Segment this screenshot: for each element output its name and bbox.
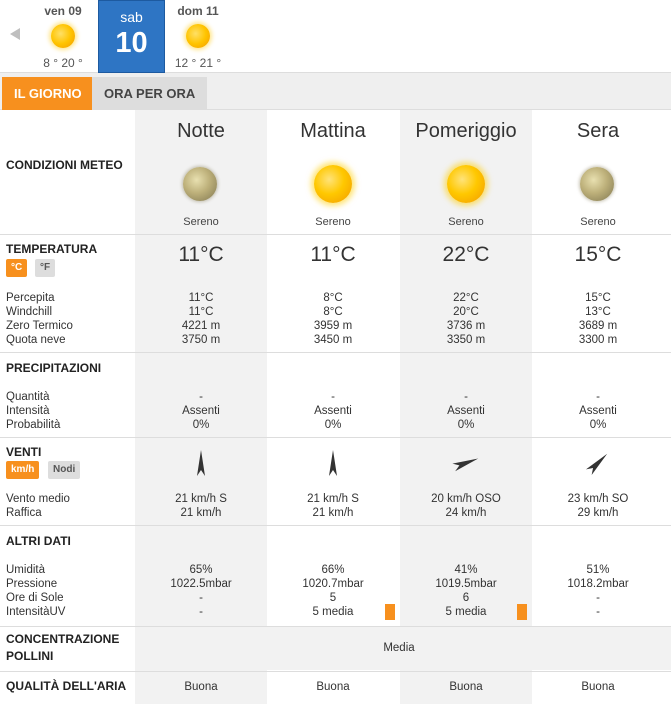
sun-icon — [51, 24, 75, 48]
section-label-pollen: CONCENTRAZIONE POLLINI — [6, 632, 120, 663]
view-tabs — [0, 73, 671, 110]
cell: 20 km/h OSO — [431, 493, 501, 505]
cell: 21 km/h — [180, 507, 222, 519]
cell: 65% — [189, 564, 213, 576]
section-label-air-quality: QUALITÀ DELL'ARIA — [6, 679, 127, 693]
cell: 3736 m — [446, 320, 486, 332]
cell: 24 km/h — [445, 507, 487, 519]
cell: 0% — [589, 419, 607, 431]
cell: Buona — [184, 681, 218, 693]
cell: 1020.7mbar — [302, 578, 364, 590]
cell: 8°C — [323, 292, 343, 304]
cell: 3959 m — [313, 320, 353, 332]
cell: 3450 m — [313, 334, 353, 346]
cell: Assenti — [182, 405, 220, 417]
day-selector — [0, 0, 671, 73]
cell: 13°C — [585, 306, 611, 318]
cell: 5 media — [312, 606, 354, 618]
divider — [0, 671, 671, 672]
cell: 51% — [586, 564, 610, 576]
cell: - — [596, 592, 600, 604]
cell: - — [464, 391, 468, 403]
day-temps: 8 ° 20 ° — [43, 56, 83, 70]
uv-level-bar — [517, 604, 527, 620]
unit-kmh-button[interactable]: km/h — [6, 461, 39, 479]
cell: 0% — [324, 419, 342, 431]
day-item[interactable] — [165, 0, 231, 73]
day-temps: 12 ° 21 ° — [174, 56, 222, 70]
cell: 66% — [321, 564, 345, 576]
wind-arrow-icon — [583, 448, 613, 478]
cell: 20°C — [453, 306, 479, 318]
cell: 29 km/h — [577, 507, 619, 519]
section-label-conditions: CONDIZIONI METEO — [6, 158, 123, 172]
cell: 21 km/h S — [175, 493, 227, 505]
moon-icon — [183, 167, 217, 201]
wind-arrow-icon — [451, 448, 481, 478]
condition-text: Sereno — [580, 216, 616, 228]
section-label-temperature: TEMPERATURA — [6, 242, 98, 256]
row-label: Quantità — [6, 391, 50, 403]
cell: 8°C — [323, 306, 343, 318]
period-header: Mattina — [300, 120, 366, 142]
cell: 3300 m — [578, 334, 618, 346]
cell: 1022.5mbar — [170, 578, 232, 590]
cell: - — [596, 391, 600, 403]
section-label-precipitation: PRECIPITAZIONI — [6, 361, 102, 375]
divider — [0, 437, 671, 438]
period-header: Sera — [576, 120, 620, 142]
condition-text: Sereno — [183, 216, 219, 228]
cell: Assenti — [579, 405, 617, 417]
row-label: Zero Termico — [6, 320, 73, 332]
row-label: Quota neve — [6, 334, 66, 346]
row-label: Ore di Sole — [6, 592, 64, 604]
moon-icon — [580, 167, 614, 201]
temperature-value: 22°C — [442, 243, 490, 266]
sun-icon — [186, 24, 210, 48]
cell: 3689 m — [578, 320, 618, 332]
cell: 3750 m — [181, 334, 221, 346]
row-label: Umidità — [6, 564, 45, 576]
condition-text: Sereno — [448, 216, 484, 228]
wind-arrow-icon — [318, 448, 348, 478]
tab-ora-per-ora[interactable]: ORA PER ORA — [92, 77, 207, 110]
section-label-other: ALTRI DATI — [6, 534, 71, 548]
cell: 21 km/h S — [307, 493, 359, 505]
cell: Buona — [581, 681, 615, 693]
cell: 5 media — [445, 606, 487, 618]
row-label: Probabilità — [6, 419, 61, 431]
unit-fahrenheit-button[interactable]: °F — [35, 259, 55, 277]
cell: Assenti — [447, 405, 485, 417]
day-name: sab — [120, 9, 143, 25]
period-header: Pomeriggio — [415, 120, 517, 142]
cell: 21 km/h — [312, 507, 354, 519]
period-header: Notte — [177, 120, 225, 142]
uv-level-bar — [385, 604, 395, 620]
cell: 23 km/h SO — [567, 493, 629, 505]
unit-celsius-button[interactable]: °C — [6, 259, 27, 277]
row-label: Percepita — [6, 292, 55, 304]
wind-arrow-icon — [186, 448, 216, 478]
temperature-value: 15°C — [574, 243, 622, 266]
cell: Buona — [316, 681, 350, 693]
row-label: Vento medio — [6, 493, 70, 505]
day-name: dom 11 — [177, 4, 219, 18]
temperature-value: 11°C — [310, 243, 356, 266]
day-item-selected[interactable] — [98, 0, 165, 73]
cell: 6 — [462, 592, 470, 604]
row-label: Windchill — [6, 306, 53, 318]
day-name: ven 09 — [44, 4, 82, 18]
cell: 4221 m — [181, 320, 221, 332]
cell: 1019.5mbar — [435, 578, 497, 590]
previous-day-arrow-icon[interactable] — [10, 28, 20, 40]
condition-text: Sereno — [315, 216, 351, 228]
cell: - — [199, 391, 203, 403]
cell: 5 — [329, 592, 337, 604]
divider — [0, 352, 671, 353]
row-label: Raffica — [6, 507, 42, 519]
sun-icon — [447, 165, 485, 203]
cell: Assenti — [314, 405, 352, 417]
cell: 15°C — [585, 292, 611, 304]
day-number: 10 — [115, 27, 148, 59]
tab-il-giorno[interactable]: IL GIORNO — [2, 77, 94, 110]
divider — [0, 234, 671, 235]
cell: 11°C — [188, 292, 214, 304]
row-label: IntensitàUV — [6, 606, 66, 618]
pollen-value: Media — [383, 642, 415, 654]
cell: 41% — [454, 564, 478, 576]
section-label-wind: VENTI — [6, 445, 42, 459]
cell: 0% — [192, 419, 210, 431]
cell: 11°C — [188, 306, 214, 318]
cell: Buona — [449, 681, 483, 693]
cell: - — [199, 592, 203, 604]
cell: 1018.2mbar — [567, 578, 629, 590]
forecast-table — [0, 110, 671, 704]
cell: 0% — [457, 419, 475, 431]
row-label: Intensità — [6, 405, 50, 417]
cell: - — [596, 606, 600, 618]
day-item[interactable] — [30, 0, 96, 73]
divider — [0, 525, 671, 526]
row-label: Pressione — [6, 578, 58, 590]
temperature-value: 11°C — [178, 243, 224, 266]
cell: - — [199, 606, 203, 618]
unit-knots-button[interactable]: Nodi — [48, 461, 80, 479]
sun-icon — [314, 165, 352, 203]
cell: 3350 m — [446, 334, 486, 346]
cell: 22°C — [453, 292, 479, 304]
cell: - — [331, 391, 335, 403]
